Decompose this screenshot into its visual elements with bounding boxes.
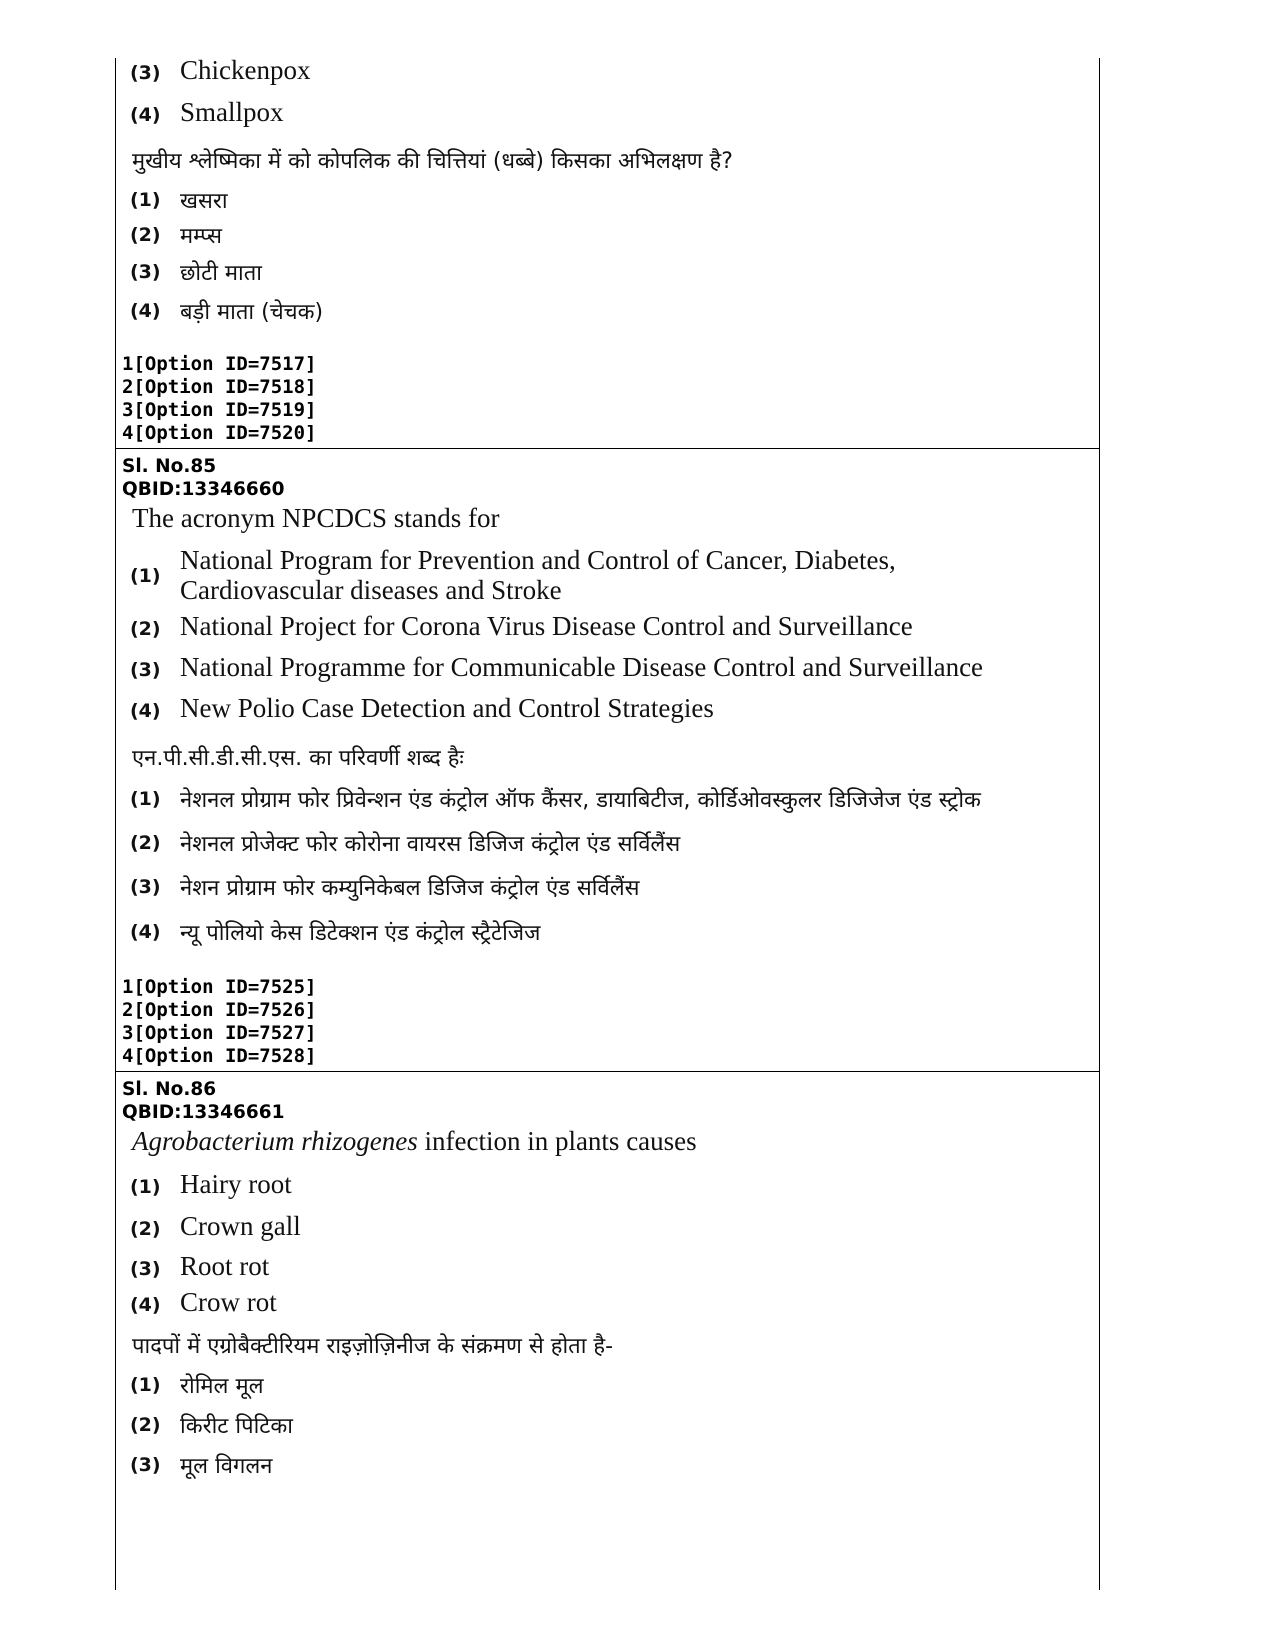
option-number: (1) <box>130 1374 161 1396</box>
option-number: (4) <box>130 1294 161 1316</box>
option-text: न्यू पोलियो केस डिटेक्शन एंड कंट्रोल स्ट्रैटेजिज <box>180 921 541 946</box>
option-text: बड़ी माता (चेचक) <box>180 300 324 325</box>
option-number: (1) <box>130 788 161 810</box>
option-number: (2) <box>130 832 161 854</box>
question-meta <box>122 455 284 501</box>
option-text: मूल विगलन <box>180 1454 273 1479</box>
option-number: (4) <box>130 300 161 322</box>
option-number: (1) <box>130 565 161 587</box>
option-id: 4[Option ID=7528] <box>122 1045 317 1067</box>
option-text: Root rot <box>180 1251 270 1281</box>
option-text: Crow rot <box>180 1287 277 1317</box>
option-text: खसरा <box>180 189 228 214</box>
qbid: QBID:13346660 <box>122 479 285 500</box>
option-text: National Programme for Communicable Disease Control and Surveillance <box>180 652 984 682</box>
option-text: Hairy root <box>180 1169 292 1199</box>
option-text: नेशनल प्रोग्राम फोर प्रिवेन्शन एंड कंट्रोल ऑफ कैंसर, डायाबिटीज, कोर्डिओवस्कुलर डिजिजेज एंड स्ट्रोक <box>180 788 981 813</box>
option-number: (2) <box>130 1218 161 1240</box>
qbid: QBID:13346661 <box>122 1102 285 1123</box>
option-number: (1) <box>130 189 161 211</box>
question-stem-hindi: एन.पी.सी.डी.सी.एस. का परिवर्णी शब्द हैः <box>132 746 464 771</box>
option-id: 1[Option ID=7525] <box>122 976 317 998</box>
option-number: (3) <box>130 261 161 283</box>
row-divider <box>115 1071 1100 1072</box>
option-number: (3) <box>130 1454 161 1476</box>
option-id: 2[Option ID=7518] <box>122 376 317 398</box>
option-text: Crown gall <box>180 1211 301 1241</box>
option-number: (4) <box>130 700 161 722</box>
option-number: (4) <box>130 921 161 943</box>
scientific-name: Agrobacterium rhizogenes <box>132 1126 418 1156</box>
option-text: नेशन प्रोग्राम फोर कम्युनिकेबल डिजिज कंट्रोल एंड सर्विलैंस <box>180 876 640 901</box>
option-text: किरीट पिटिका <box>180 1414 293 1439</box>
option-id: 4[Option ID=7520] <box>122 422 317 444</box>
option-id-list <box>122 976 316 1068</box>
option-text: Chickenpox <box>180 55 311 85</box>
option-text: मम्प्स <box>180 224 222 249</box>
option-number: (1) <box>130 1176 161 1198</box>
option-text: New Polio Case Detection and Control Strategies <box>180 693 714 723</box>
option-text: रोमिल मूल <box>180 1374 264 1399</box>
option-number: (2) <box>130 618 161 640</box>
option-id: 2[Option ID=7526] <box>122 999 317 1021</box>
option-number: (4) <box>130 104 161 126</box>
question-meta <box>122 1078 284 1124</box>
row-divider <box>115 448 1100 449</box>
serial-number: Sl. No.85 <box>122 456 217 477</box>
option-text: Smallpox <box>180 97 284 127</box>
option-id: 3[Option ID=7527] <box>122 1022 317 1044</box>
option-id: 3[Option ID=7519] <box>122 399 317 421</box>
option-id-list <box>122 353 316 445</box>
option-number: (2) <box>130 224 161 246</box>
question-stem-hindi: पादपों में एग्रोबैक्टीरियम राइज़ोज़िनीज के संक्रमण से होता है- <box>132 1334 614 1359</box>
option-text: National Project for Corona Virus Disease Control and Surveillance <box>180 611 913 641</box>
option-number: (3) <box>130 1258 161 1280</box>
stem-text: infection in plants causes <box>417 1126 697 1156</box>
option-id: 1[Option ID=7517] <box>122 353 317 375</box>
question-stem-english: The acronym NPCDCS stands for <box>132 503 500 533</box>
option-number: (3) <box>130 659 161 681</box>
serial-number: Sl. No.86 <box>122 1079 217 1100</box>
option-number: (3) <box>130 876 161 898</box>
option-text: छोटी माता <box>180 261 262 286</box>
question-stem-english <box>132 1126 697 1157</box>
option-text-line1: National Program for Prevention and Control of Cancer, Diabetes, <box>180 545 896 575</box>
option-number: (3) <box>130 62 161 84</box>
option-text-line2: Cardiovascular diseases and Stroke <box>180 575 562 605</box>
question-table-frame <box>115 58 1100 1590</box>
question-stem-hindi: मुखीय श्लेष्मिका में को कोपलिक की चित्तियां (धब्बे) किसका अभिलक्षण है? <box>132 149 733 174</box>
option-text: नेशनल प्रोजेक्ट फोर कोरोना वायरस डिजिज कंट्रोल एंड सर्विलैंस <box>180 832 681 857</box>
option-number: (2) <box>130 1414 161 1436</box>
